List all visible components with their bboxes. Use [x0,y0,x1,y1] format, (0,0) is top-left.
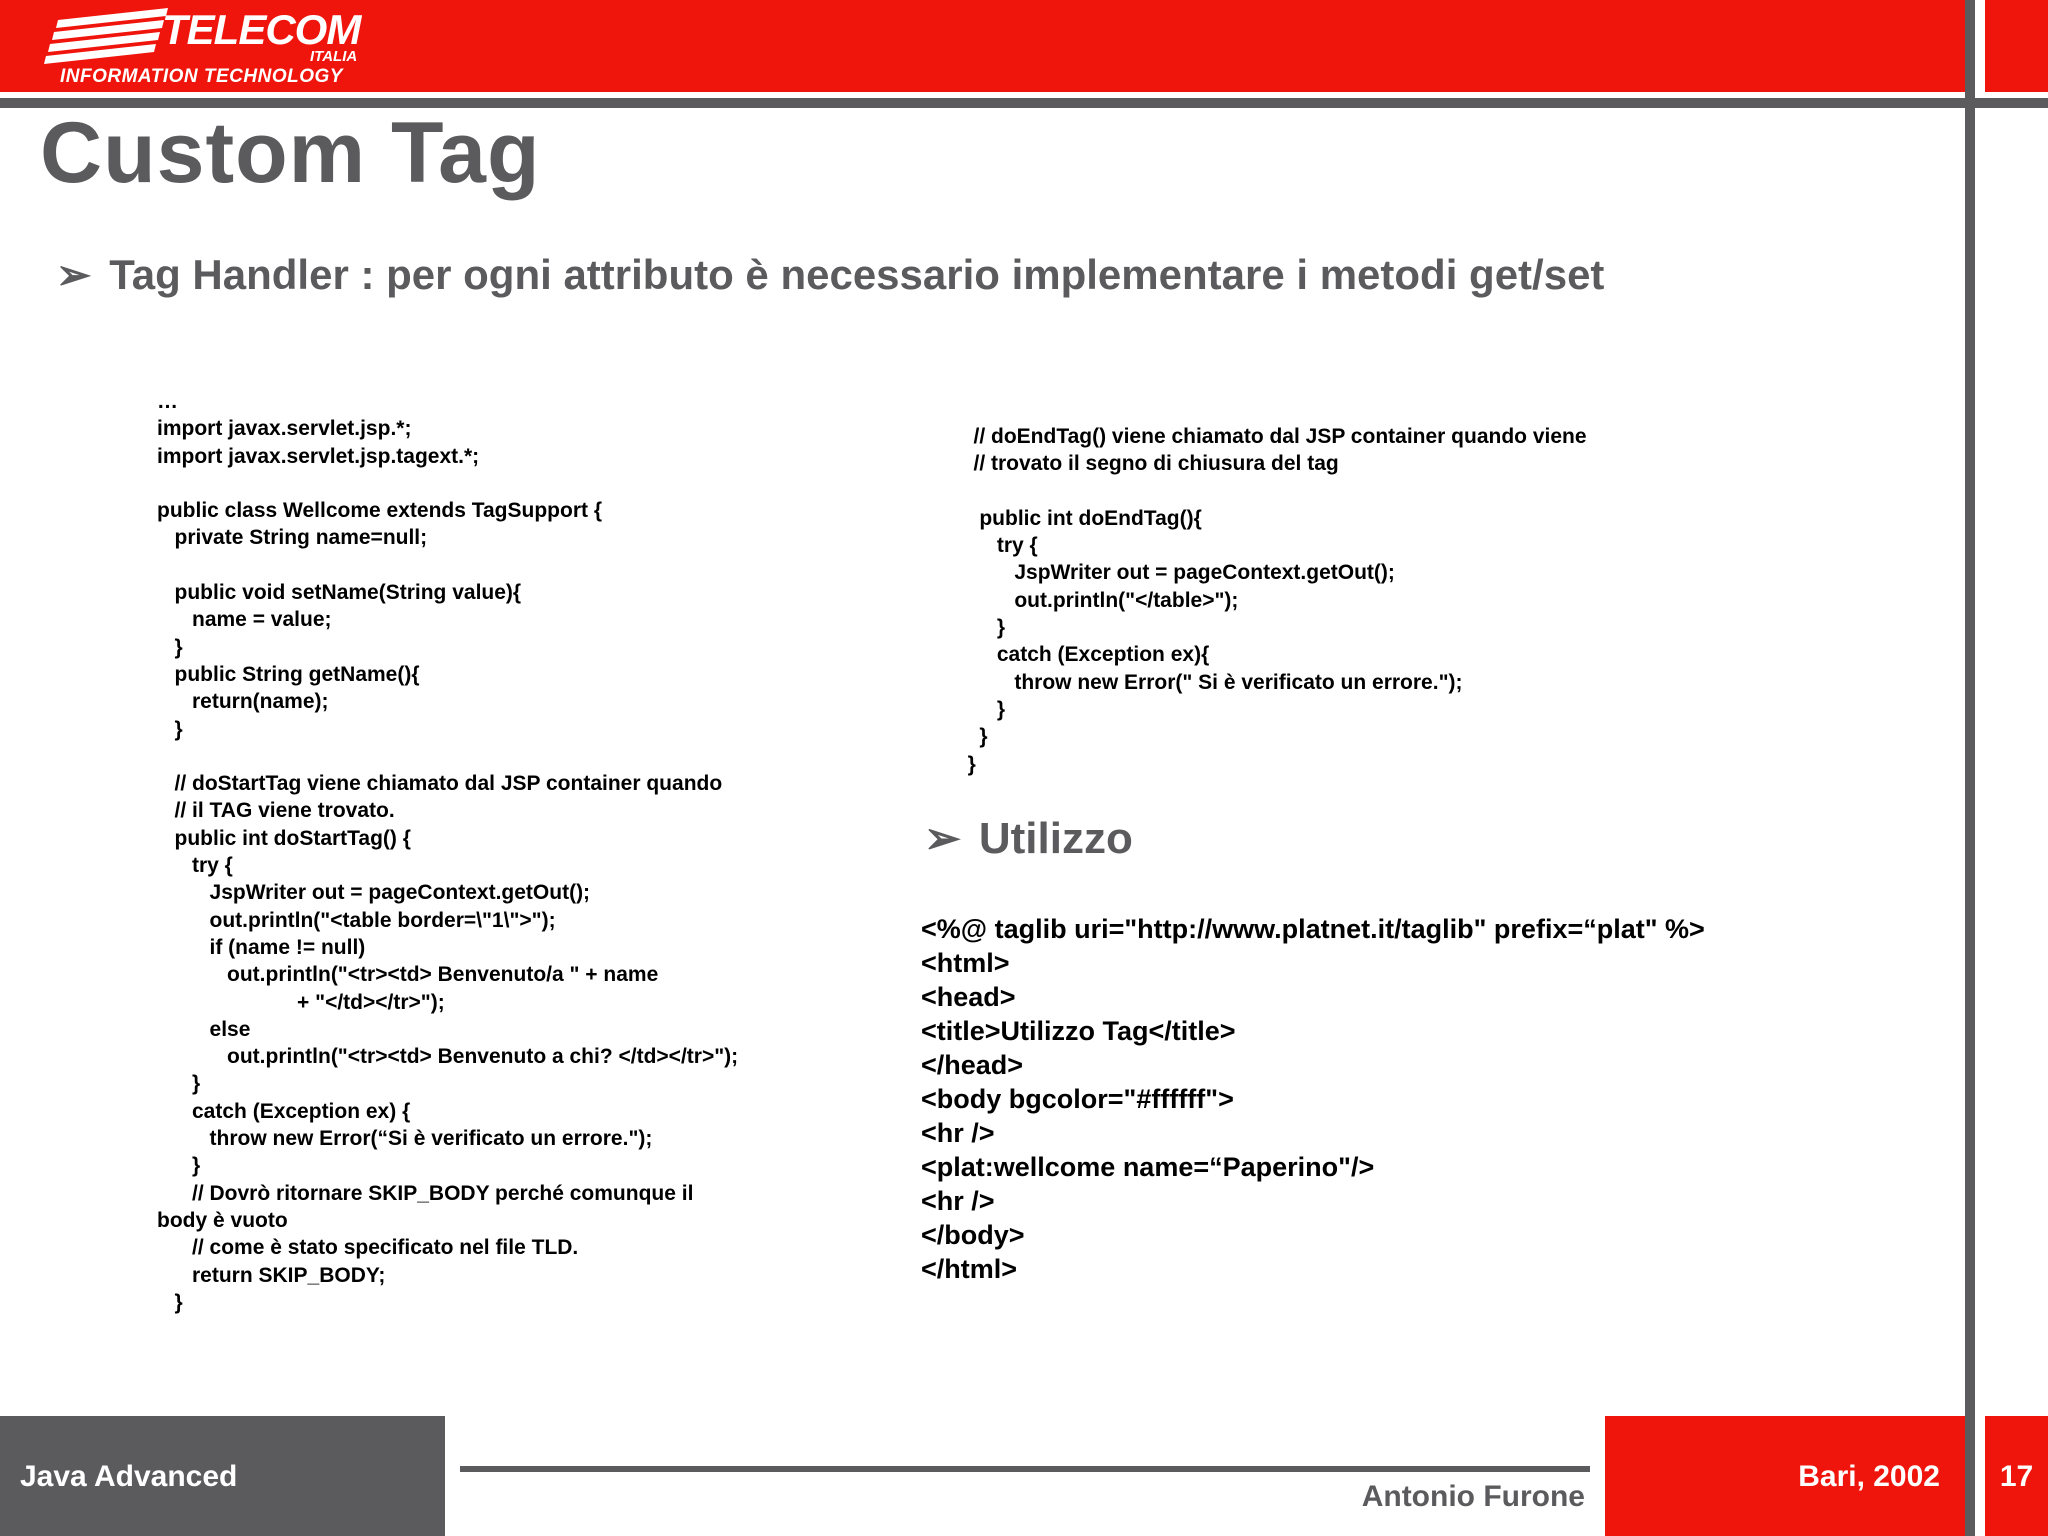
code-line [157,743,738,770]
code-line: … [157,390,178,413]
code-line: } [157,1290,183,1314]
footer-divider [460,1466,1590,1472]
code-line: <title>Utilizzo Tag</title> [921,1016,1236,1046]
code-line: } [956,616,1006,640]
code-line: out.println("<tr><td> Benvenuto/a " + name [157,963,659,987]
code-line: } [956,752,976,776]
code-line: } [157,1154,201,1178]
code-line: try { [956,534,1038,558]
slide-title: Custom Tag [40,105,541,201]
code-line: throw new Error(" Si è verificato un errore."); [956,670,1463,694]
code-line: name = value; [157,608,332,632]
bullet-utilizzo [924,813,1133,864]
code-line: public class Wellcome extends TagSupport { [157,499,602,523]
code-line: import javax.servlet.jsp.*; [157,417,412,441]
code-line: out.println("<tr><td> Benvenuto a chi? </td></tr>"); [157,1045,739,1069]
code-line: // doStartTag viene chiamato dal JSP container quando [157,772,723,796]
code-line: JspWriter out = pageContext.getOut(); [956,561,1395,585]
code-line: } [956,697,1006,721]
code-line: <body bgcolor="#ffffff"> [921,1084,1234,1114]
code-line: private String name=null; [157,526,428,550]
code-line: return(name); [157,690,329,714]
code-line: <plat:wellcome name=“Paperino"/> [921,1152,1375,1182]
code-line: body è vuoto [157,1208,288,1232]
code-line: // il TAG viene trovato. [157,799,395,823]
header-bar-corner [1985,0,2048,92]
code-line: } [157,1072,201,1096]
arrow-bullet-icon: ➢ [924,814,961,863]
vertical-divider [1965,0,1975,1536]
code-line: // come è stato specificato nel file TLD. [157,1236,579,1260]
footer-course: Java Advanced [20,1460,238,1493]
code-line: <hr /> [921,1118,995,1148]
code-line: } [956,725,988,749]
code-line [157,470,738,497]
code-line: // Dovrò ritornare SKIP_BODY perché comunque il [157,1181,694,1205]
logo-wordmark: TELECOM [162,6,361,53]
code-line [956,478,1587,505]
code-line: catch (Exception ex) { [157,1099,411,1123]
code-line: out.println("</table>"); [956,588,1239,612]
code-line: else [157,1017,251,1041]
code-line: </head> [921,1050,1024,1080]
code-line: <hr /> [921,1186,995,1216]
bullet-text: Utilizzo [978,814,1133,863]
arrow-bullet-icon: ➢ [56,251,92,298]
code-line: <head> [921,982,1016,1012]
code-line [157,552,738,579]
page-number: 17 [1999,1460,2034,1493]
code-line: + "</td></tr>"); [157,990,445,1014]
code-line: import javax.servlet.jsp.tagext.*; [157,444,480,468]
code-line: catch (Exception ex){ [956,643,1210,667]
code-line: } [157,635,183,659]
code-line: JspWriter out = pageContext.getOut(); [157,881,591,905]
bullet-text: Tag Handler : per ogni attributo è necessario implementare i metodi get/set [109,251,1605,298]
code-block-tag-handler [157,388,738,1316]
logo-tagline: INFORMATION TECHNOLOGY [60,66,343,87]
code-line: } [157,717,183,741]
code-line: return SKIP_BODY; [157,1263,386,1287]
code-line: public int doEndTag(){ [956,506,1202,530]
code-line: public String getName(){ [157,662,420,686]
code-line: throw new Error(“Si è verificato un errore."); [157,1127,653,1151]
code-line: try { [157,854,233,878]
code-line: out.println("<table border=\"1\">"); [157,908,556,932]
code-line: // doEndTag() viene chiamato dal JSP container quando viene [956,425,1587,448]
footer-place-date: Bari, 2002 [1798,1460,1940,1493]
footer-author: Antonio Furone [1361,1480,1585,1513]
code-line: public void setName(String value){ [157,581,522,605]
logo-subtitle: ITALIA [310,48,358,65]
code-line: </body> [921,1220,1025,1250]
code-line: </html> [921,1254,1018,1284]
code-line: <%@ taglib uri="http://www.platnet.it/taglib" prefix=“plat" %> [921,914,1705,944]
code-block-usage [921,912,1705,1286]
code-line: if (name != null) [157,935,366,959]
code-line: // trovato il segno di chiusura del tag [956,452,1339,476]
code-line: public int doStartTag() { [157,826,411,850]
bullet-tag-handler [56,250,1604,299]
code-line: <html> [921,948,1010,978]
code-block-do-end-tag [956,423,1587,778]
